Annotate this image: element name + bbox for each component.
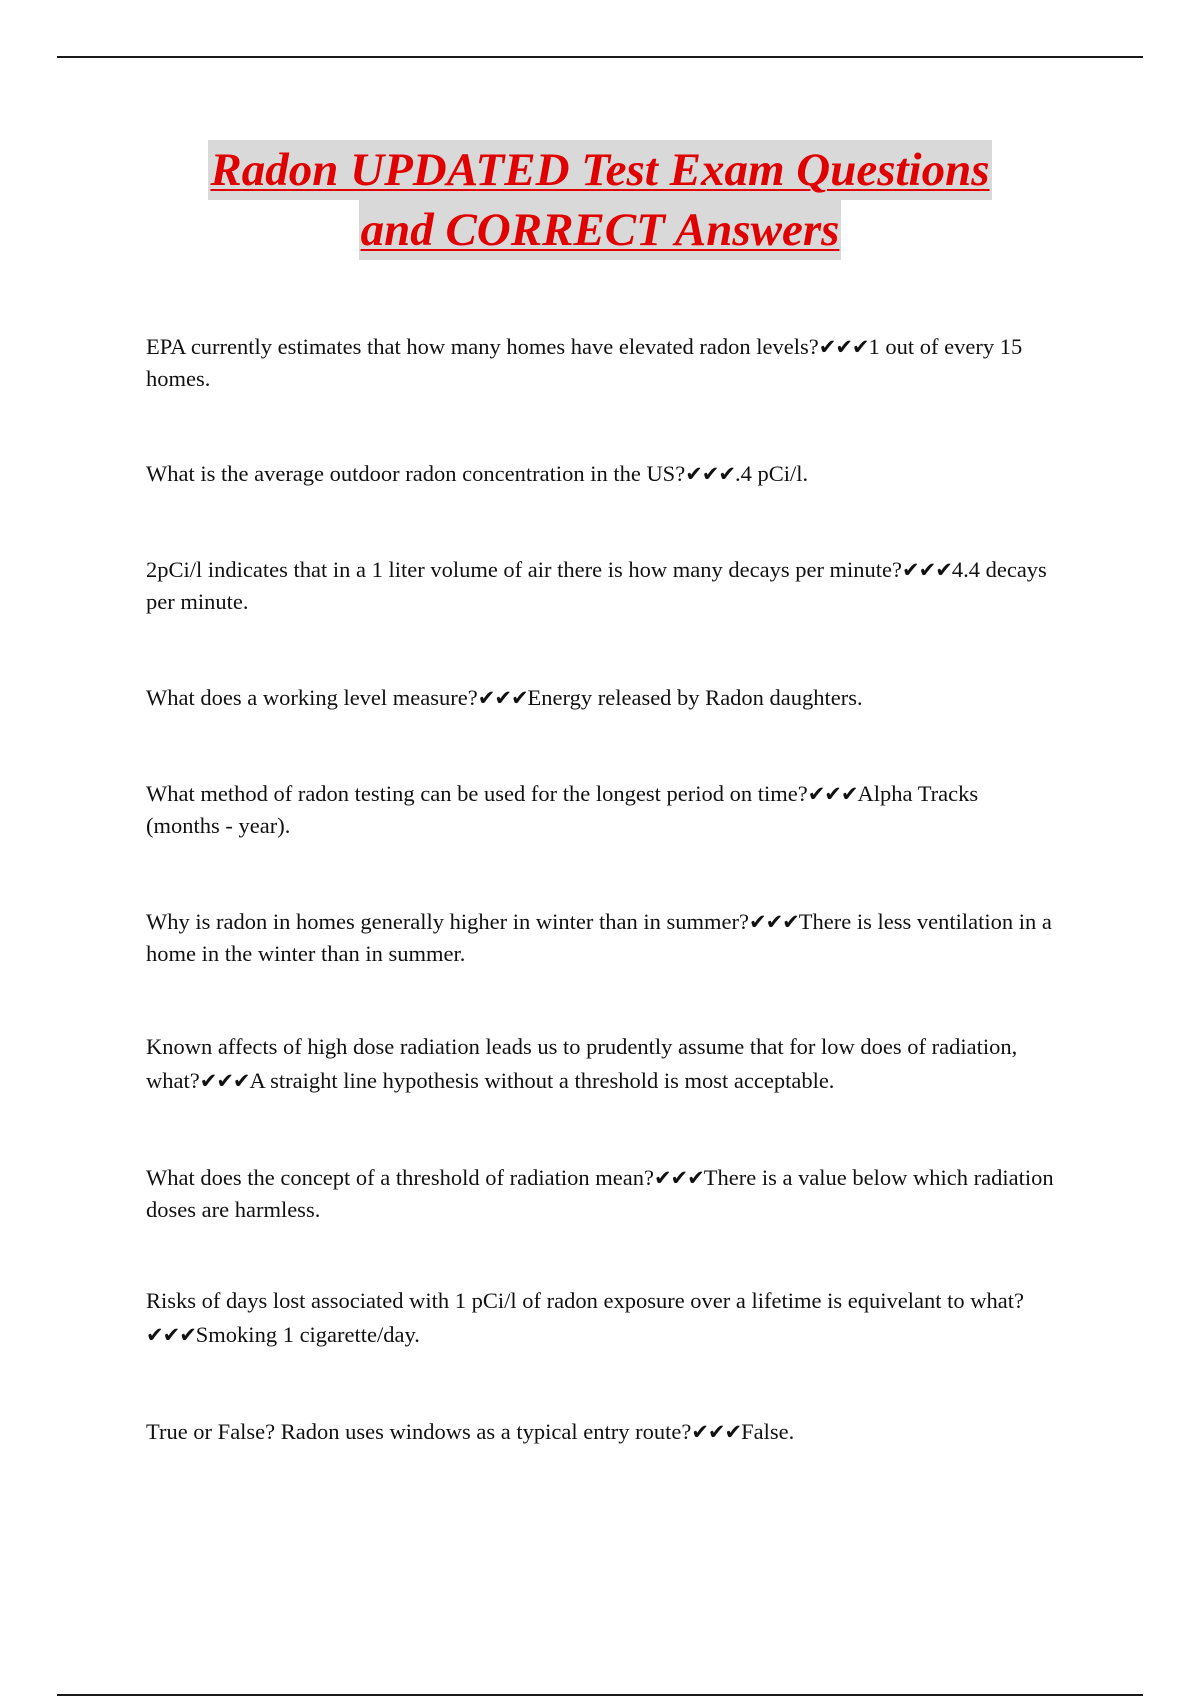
checkmark-icon: ✔✔✔	[685, 462, 735, 486]
checkmark-icon: ✔✔✔	[146, 1323, 196, 1347]
question-text: Risks of days lost associated with 1 pCi/l of radon exposure over a lifetime is equivelant to what?	[146, 1288, 1024, 1313]
answer-text: There is less ventilation in a home in the winter than in summer.	[146, 909, 1052, 966]
top-rule	[57, 56, 1143, 58]
checkmark-icon: ✔✔✔	[653, 1166, 704, 1190]
checkmark-icon: ✔✔✔	[477, 686, 528, 710]
answer-text: 4.4 decays per minute.	[146, 557, 1047, 614]
page-title	[0, 140, 1200, 260]
question-text: True or False? Radon uses windows as a typical entry route?	[146, 1419, 692, 1444]
question-text: What does the concept of a threshold of radiation mean?	[146, 1165, 654, 1190]
question-text: EPA currently estimates that how many homes have elevated radon levels?	[146, 334, 819, 359]
question-text: 2pCi/l indicates that in a 1 liter volume of air there is how many decays per minute?	[146, 557, 903, 582]
answer-text: Energy released by Radon daughters.	[527, 685, 863, 710]
qa-item	[146, 1162, 1056, 1225]
answer-text: 1 out of every 15 homes.	[146, 334, 1023, 391]
qa-item	[146, 778, 1056, 841]
checkmark-icon: ✔✔✔	[748, 910, 799, 934]
question-text: What is the average outdoor radon concentration in the US?	[146, 461, 686, 486]
qa-item	[146, 554, 1056, 617]
title-line-2: and CORRECT Answers	[359, 200, 842, 260]
question-text: What method of radon testing can be used for the longest period on time?	[146, 781, 808, 806]
bottom-rule	[57, 1694, 1143, 1696]
checkmark-icon: ✔✔✔	[818, 335, 869, 359]
answer-text: Smoking 1 cigarette/day.	[195, 1322, 420, 1347]
checkmark-icon: ✔✔✔	[807, 782, 858, 806]
title-line-1: Radon UPDATED Test Exam Questions	[208, 140, 991, 200]
qa-item	[146, 458, 1056, 490]
checkmark-icon: ✔✔✔	[691, 1420, 742, 1444]
answer-text: A straight line hypothesis without a threshold is most acceptable.	[249, 1068, 835, 1093]
question-text: Known affects of high dose radiation leads us to prudently assume that for low does of radiation, what?	[146, 1034, 1018, 1093]
question-text: What does a working level measure?	[146, 685, 478, 710]
qa-item	[146, 1030, 1056, 1098]
qa-item	[146, 331, 1056, 394]
answer-text: Alpha Tracks (months - year).	[146, 781, 979, 838]
checkmark-icon: ✔✔✔	[199, 1069, 250, 1093]
qa-item	[146, 1284, 1056, 1352]
qa-item	[146, 906, 1056, 969]
qa-item	[146, 682, 1056, 714]
qa-item	[146, 1416, 1056, 1448]
answer-text: False.	[741, 1419, 795, 1444]
answer-text: .4 pCi/l.	[734, 461, 809, 486]
checkmark-icon: ✔✔✔	[902, 558, 952, 582]
answer-text: There is a value below which radiation doses are harmless.	[146, 1165, 1054, 1222]
question-text: Why is radon in homes generally higher in winter than in summer?	[146, 909, 749, 934]
